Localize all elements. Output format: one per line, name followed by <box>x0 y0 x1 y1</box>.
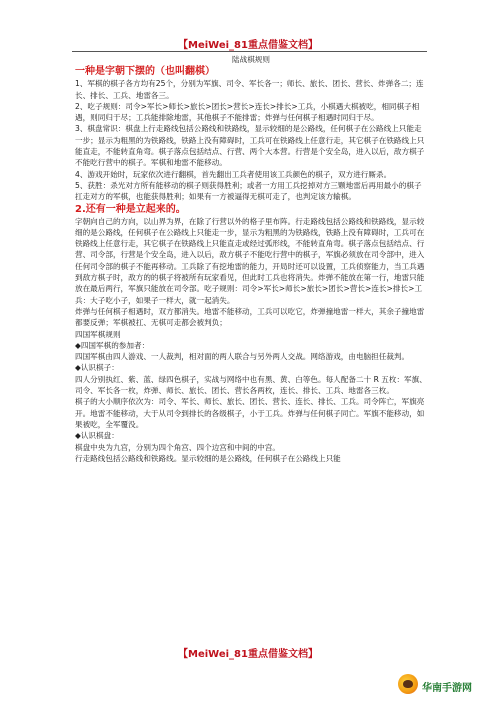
section2-paragraph: ◆认识棋盘： <box>75 431 119 441</box>
section2-paragraph: 炸弹与任何棋子相遇时，双方都消失。地雷不能移动，工兵可以吃它，炸弹撞地雷一样大，其余子撞地雷都要反弹；军棋被扛、无棋可走都会被判负； <box>75 306 425 328</box>
section1-paragraph: 2、吃子规则：司令>军长>师长>旅长>团长>营长>连长>排长>工兵，小棋遇大棋被吃，相同棋子相遇，则同归于尽；工兵能排除地雷，其他棋子不能排雷；炸弹与任何棋子相遇时同归于尽。 <box>75 101 420 123</box>
section1-paragraph: 3、棋盘常识：棋盘上行走路线包括公路线和铁路线，显示较细的是公路线，任何棋子在公路线上只能走一步；显示为粗黑的为铁路线，铁路上没有障碍时，工兵可在铁路线上任意行走，其它棋子在铁路线上只能直走，不能转直角弯。棋子落点包括结点、行营、两个大本营。行营是个安全岛，进入以后，敌方棋子不能吃行营中的棋子。军棋和地雷不能移动。 <box>75 124 425 168</box>
header-divider <box>72 51 427 52</box>
section1-heading: 一种是字朝下摆的（也叫翻棋） <box>75 66 215 78</box>
section1-paragraph: 1、军棋的棋子各方均有25个，分别为军旗、司令、军长各一；师长、旅长、团长、营长、炸弹各二；连长、排长、工兵、地雷各三。 <box>75 79 424 100</box>
section1-paragraph: 5、获胜：杀光对方所有能移动的棋子则获得胜利；或者一方用工兵挖掉对方三颗地雷后再用最小的棋子扛走对方的军棋，也能获得胜利；如果有一方被逼得无棋可走了，也判定该方输棋。 <box>75 180 422 202</box>
mascot-icon <box>398 674 418 694</box>
section2-heading: 2.还有一种是立起来的。 <box>75 203 186 215</box>
section2-paragraph: 四国军棋规则 <box>75 329 121 339</box>
section2-paragraph: 字朝向自己的方向，以山界为界，在除了行营以外的格子里布阵。行走路线包括公路线和铁路线，显示较细的是公路线，任何棋子在公路线上只能走一步，显示为粗黑的为铁路线，铁路上没有障碍时，工兵可在铁路线上任意行走，其它棋子在铁路线上只能直走或经过弧形线，不能转直角弯。棋子落点包括结点、行营、司令部，行营是个安全岛，进入以后，敌方棋子不能吃行营中的棋子，军旗必须放在司令部中，进入任何司令部的棋子不能再移动。工兵除了有挖地雷的能力，开局时还可以设置，工兵侦察能力，当工兵遇到敌方棋子时，敌方的的棋子将被所有玩家看见，但此时工兵也将消失。炸弹不能放在第一行，地雷只能放在最后两行，军旗只能放在司令部。吃子规则：司令>军长>师长>旅长>团长>营长>连长>排长>工兵：大子吃小子，如果子一样大，就一起消失。 <box>75 216 425 305</box>
logo-text: 华南手游网 <box>422 683 472 694</box>
section2-paragraph: 四人分别执红、紫、蓝、绿四色棋子，实战与网络中也有黑、黄、白等色。每人配备二十 R 五枚：军旗、司令、军长各一枚，炸弹、师长、旅长、团长、营长各两枚，连长、排长、工兵、地雷各三枚。 <box>75 374 427 396</box>
document-body <box>75 54 427 464</box>
section2-paragraph: 棋子的大小顺序依次为：司令、军长、师长、旅长、团长、营长、连长、排长、工兵。司令阵亡，军旗亮开。地雷不能移动，大于从司令到排长的各级棋子，小于工兵。炸弹与任何棋子同亡。军旗不能移动，如果被吃，全军覆没。 <box>75 397 425 429</box>
document-footer: 【MeiWei_81重点借鉴文档】 <box>178 649 318 660</box>
document-header: 【MeiWei_81重点借鉴文档】 <box>178 40 318 51</box>
section2-paragraph: 四国军棋由四人游戏、一人裁判，相对面的两人联合与另外两人交战。网络游戏，由电脑担任裁判。 <box>75 352 410 362</box>
document-title: 陆战棋规则 <box>232 55 270 64</box>
site-logo[interactable] <box>390 672 494 698</box>
section2-paragraph: 行走路线包括公路线和铁路线。显示较细的是公路线，任何棋子在公路线上只能 <box>75 453 341 463</box>
section1-paragraph: 4、游戏开始时，玩家依次进行翻棋，首先翻出工兵者使用该工兵颜色的棋子，双方进行厮杀。 <box>75 169 392 179</box>
section2-paragraph: ◆认识棋子： <box>75 363 119 373</box>
section2-paragraph: 棋盘中央为九宫，分别为四个角宫、四个边宫和中间的中宫。 <box>75 442 281 452</box>
section2-paragraph: ◆四国军棋的参加者： <box>75 340 150 350</box>
